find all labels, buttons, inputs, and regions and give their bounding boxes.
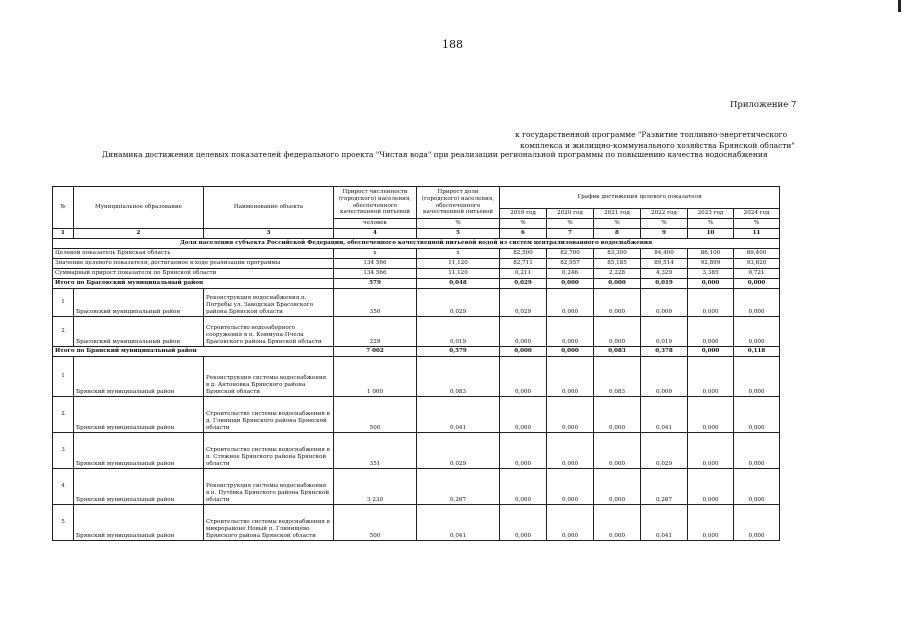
unit-cell: % <box>594 219 641 229</box>
unit-cell: % <box>734 219 780 229</box>
share-cell: 0,267 <box>417 469 500 505</box>
col-number: 5 <box>417 229 500 239</box>
year-cell: 2019 год <box>500 209 547 219</box>
year-value-cell: 0,246 <box>547 269 594 279</box>
share-cell: x <box>417 249 500 259</box>
object-row <box>53 469 780 505</box>
year-value-cell: 0,000 <box>500 397 547 433</box>
row-num: 1 <box>53 289 74 317</box>
col-number: 8 <box>594 229 641 239</box>
year-value-cell: 0,000 <box>500 347 547 357</box>
row-num: 4 <box>53 469 74 505</box>
year-value-cell: 0,000 <box>734 289 780 317</box>
year-cell: 2020 год <box>547 209 594 219</box>
municipality-cell: Брянский муниципальный район <box>74 433 204 469</box>
object-row <box>53 397 780 433</box>
year-value-cell: 86,100 <box>688 249 734 259</box>
unit-cell: % <box>547 219 594 229</box>
share-cell: 0,041 <box>417 505 500 541</box>
year-value-cell: 0,000 <box>688 347 734 357</box>
row-num: 2 <box>53 317 74 347</box>
header-municipality: Муниципальное образование <box>74 187 204 229</box>
year-value-cell: 0,000 <box>500 317 547 347</box>
year-value-cell: 89,514 <box>641 259 688 269</box>
municipality-cell: Брасовский муниципальный район <box>74 289 204 317</box>
section-title: Доля населения субъекта Российской Федерации, обеспеченного качественной питьевой водой из систем централизованного водоснабжения <box>53 239 780 249</box>
col-number: 7 <box>547 229 594 239</box>
year-value-cell: 82,700 <box>547 249 594 259</box>
year-value-cell: 0,041 <box>641 505 688 541</box>
year-value-cell: 0,000 <box>500 505 547 541</box>
year-value-cell: 0,000 <box>547 433 594 469</box>
year-value-cell: 0,000 <box>594 289 641 317</box>
year-cell: 2021 год <box>594 209 641 219</box>
year-value-cell: 3,385 <box>688 269 734 279</box>
year-value-cell: 0,029 <box>641 433 688 469</box>
year-value-cell: 0,000 <box>594 279 641 289</box>
year-value-cell: 0,000 <box>547 279 594 289</box>
object-row <box>53 289 780 317</box>
share-cell: 0,083 <box>417 357 500 397</box>
year-value-cell: 82,957 <box>547 259 594 269</box>
people-cell: 500 <box>334 397 417 433</box>
year-value-cell: 83,300 <box>594 249 641 259</box>
municipality-cell: Брасовский муниципальный район <box>74 317 204 347</box>
year-value-cell: 0,041 <box>641 397 688 433</box>
col-number: 3 <box>204 229 334 239</box>
year-value-cell: 0,029 <box>500 279 547 289</box>
year-value-cell: 0,000 <box>688 317 734 347</box>
row-num: 2 <box>53 397 74 433</box>
year-value-cell: 0,000 <box>547 289 594 317</box>
year-value-cell: 0,000 <box>734 433 780 469</box>
year-value-cell: 93,620 <box>734 259 780 269</box>
program-reference-line2: комплекса и жилищно-коммунального хозяйства Брянской области" <box>520 141 795 150</box>
year-value-cell: 0,000 <box>734 317 780 347</box>
year-value-cell: 0,029 <box>500 289 547 317</box>
header-growth-people: Прирост численности (городского) населения, обеспеченного качественной питьевой <box>334 187 417 219</box>
municipality-cell: Брянский муниципальный район <box>74 357 204 397</box>
people-cell: 500 <box>334 505 417 541</box>
municipality-cell: Брянский муниципальный район <box>74 469 204 505</box>
year-value-cell: 0,000 <box>547 397 594 433</box>
share-cell: 0,029 <box>417 289 500 317</box>
unit-cell: % <box>641 219 688 229</box>
district-total-row <box>53 347 780 357</box>
col-number: 11 <box>734 229 780 239</box>
object-cell: Строительство системы водоснабжения в микрорайоне Новый п. Глинищево Брянского района Брянской области <box>204 505 334 541</box>
document-title: Динамика достижения целевых показателей федерального проекта "Чистая вода" при реализации региональной программы по повышению качества водоснабжения <box>102 150 768 159</box>
object-cell: Строительство системы водоснабжения в д. Глинищи Брянского района Брянской области <box>204 397 334 433</box>
people-cell: 579 <box>334 279 417 289</box>
year-value-cell: 0,000 <box>688 433 734 469</box>
row-label: Итого по Брянский муниципальный район <box>53 347 334 357</box>
year-value-cell: 0,000 <box>594 433 641 469</box>
object-row <box>53 505 780 541</box>
people-cell: 134 566 <box>334 269 417 279</box>
header-num: № <box>53 187 74 229</box>
page-number: 188 <box>442 38 463 51</box>
share-cell: 11,120 <box>417 259 500 269</box>
header-object: Наименование объекта <box>204 187 334 229</box>
year-value-cell: 0,721 <box>734 269 780 279</box>
year-value-cell: 0,019 <box>641 279 688 289</box>
year-value-cell: 84,400 <box>641 249 688 259</box>
row-label: Итого по Брасовский муниципальный район <box>53 279 334 289</box>
year-value-cell: 0,083 <box>594 347 641 357</box>
year-value-cell: 0,000 <box>734 469 780 505</box>
year-value-cell: 0,000 <box>594 469 641 505</box>
program-reference-line1: к государственной программе "Развитие топливно-энергетического <box>515 130 788 139</box>
col-number: 6 <box>500 229 547 239</box>
people-cell: 351 <box>334 433 417 469</box>
header-schedule: График достижения целевого показателя <box>500 187 780 209</box>
year-value-cell: 0,019 <box>641 317 688 347</box>
col-number: 10 <box>688 229 734 239</box>
share-cell: 0,019 <box>417 317 500 347</box>
col-number: 4 <box>334 229 417 239</box>
people-cell: 1 000 <box>334 357 417 397</box>
year-value-cell: 0,000 <box>734 505 780 541</box>
object-cell: Реконструкция системы водоснабжения в д. Антоновка Брянского района Брянской области <box>204 357 334 397</box>
scan-mark <box>898 0 901 12</box>
object-cell: Строительство водозаборного сооружения в п. Коммуна-Пчела Брасовского района Брянской области <box>204 317 334 347</box>
object-cell: Реконструкция водоснабжения п. Погребы ул. Заводская Брасовского района Брянской области <box>204 289 334 317</box>
row-num: 3 <box>53 433 74 469</box>
year-cell: 2023 год <box>688 209 734 219</box>
year-value-cell: 0,000 <box>547 505 594 541</box>
year-value-cell: 0,000 <box>688 289 734 317</box>
section-title-row <box>53 239 780 249</box>
district-total-row <box>53 279 780 289</box>
unit-cell: % <box>500 219 547 229</box>
unit-cell: % <box>417 219 500 229</box>
share-cell: 0,048 <box>417 279 500 289</box>
year-value-cell: 85,185 <box>594 259 641 269</box>
year-value-cell: 0,000 <box>594 505 641 541</box>
people-cell: 350 <box>334 289 417 317</box>
year-value-cell: 0,000 <box>734 397 780 433</box>
people-cell: 134 566 <box>334 259 417 269</box>
year-value-cell: 0,000 <box>547 469 594 505</box>
year-value-cell: 0,000 <box>734 357 780 397</box>
people-cell: 7 002 <box>334 347 417 357</box>
year-value-cell: 0,000 <box>641 289 688 317</box>
year-value-cell: 0,000 <box>641 357 688 397</box>
unit-cell: % <box>688 219 734 229</box>
year-value-cell: 4,329 <box>641 269 688 279</box>
year-value-cell: 0,000 <box>547 317 594 347</box>
year-value-cell: 0,378 <box>641 347 688 357</box>
year-value-cell: 0,083 <box>594 357 641 397</box>
year-value-cell: 0,000 <box>594 397 641 433</box>
year-cell: 2024 год <box>734 209 780 219</box>
row-label: Значение целевого показателя, достигаемое в ходе реализации программы <box>53 259 334 269</box>
row-label: Суммарный прирост показателя по Брянской области <box>53 269 334 279</box>
col-number: 9 <box>641 229 688 239</box>
object-row <box>53 433 780 469</box>
header-row-1 <box>53 187 780 209</box>
municipality-cell: Брянский муниципальный район <box>74 505 204 541</box>
share-cell: 11,120 <box>417 269 500 279</box>
object-row <box>53 357 780 397</box>
indicator-table <box>52 186 780 541</box>
municipality-cell: Брянский муниципальный район <box>74 397 204 433</box>
year-value-cell: 0,211 <box>500 269 547 279</box>
people-cell: x <box>334 249 417 259</box>
year-value-cell: 2,228 <box>594 269 641 279</box>
object-row <box>53 317 780 347</box>
year-value-cell: 0,000 <box>688 279 734 289</box>
year-value-cell: 0,118 <box>734 347 780 357</box>
row-num: 5 <box>53 505 74 541</box>
year-value-cell: 0,000 <box>500 469 547 505</box>
summary-row <box>53 269 780 279</box>
year-value-cell: 0,000 <box>688 469 734 505</box>
year-value-cell: 0,000 <box>500 433 547 469</box>
summary-row <box>53 259 780 269</box>
year-value-cell: 82,500 <box>500 249 547 259</box>
row-label: Целевой показатель Брянская область <box>53 249 334 259</box>
appendix-label: Приложение 7 <box>730 100 797 110</box>
year-value-cell: 0,000 <box>500 357 547 397</box>
year-value-cell: 0,000 <box>547 357 594 397</box>
year-value-cell: 92,899 <box>688 259 734 269</box>
share-cell: 0,041 <box>417 397 500 433</box>
year-value-cell: 0,000 <box>688 357 734 397</box>
year-value-cell: 89,400 <box>734 249 780 259</box>
year-value-cell: 0,267 <box>641 469 688 505</box>
people-cell: 229 <box>334 317 417 347</box>
year-value-cell: 82,711 <box>500 259 547 269</box>
share-cell: 0,579 <box>417 347 500 357</box>
year-value-cell: 0,000 <box>688 397 734 433</box>
row-num: 1 <box>53 357 74 397</box>
unit-cell: человек <box>334 219 417 229</box>
col-number: 1 <box>53 229 74 239</box>
year-value-cell: 0,000 <box>688 505 734 541</box>
column-number-row <box>53 229 780 239</box>
share-cell: 0,029 <box>417 433 500 469</box>
year-value-cell: 0,000 <box>594 317 641 347</box>
year-cell: 2022 год <box>641 209 688 219</box>
object-cell: Строительство системы водоснабжения в п. Стяжное Брянского района Брянской области <box>204 433 334 469</box>
object-cell: Реконструкция системы водоснабжения в п. Путёвка Брянского района Брянской области <box>204 469 334 505</box>
col-number: 2 <box>74 229 204 239</box>
summary-row <box>53 249 780 259</box>
people-cell: 3 230 <box>334 469 417 505</box>
year-value-cell: 0,000 <box>734 279 780 289</box>
year-value-cell: 0,000 <box>547 347 594 357</box>
header-growth-share: Прирост доли (городского) населения, обеспеченного качественной питьевой <box>417 187 500 219</box>
